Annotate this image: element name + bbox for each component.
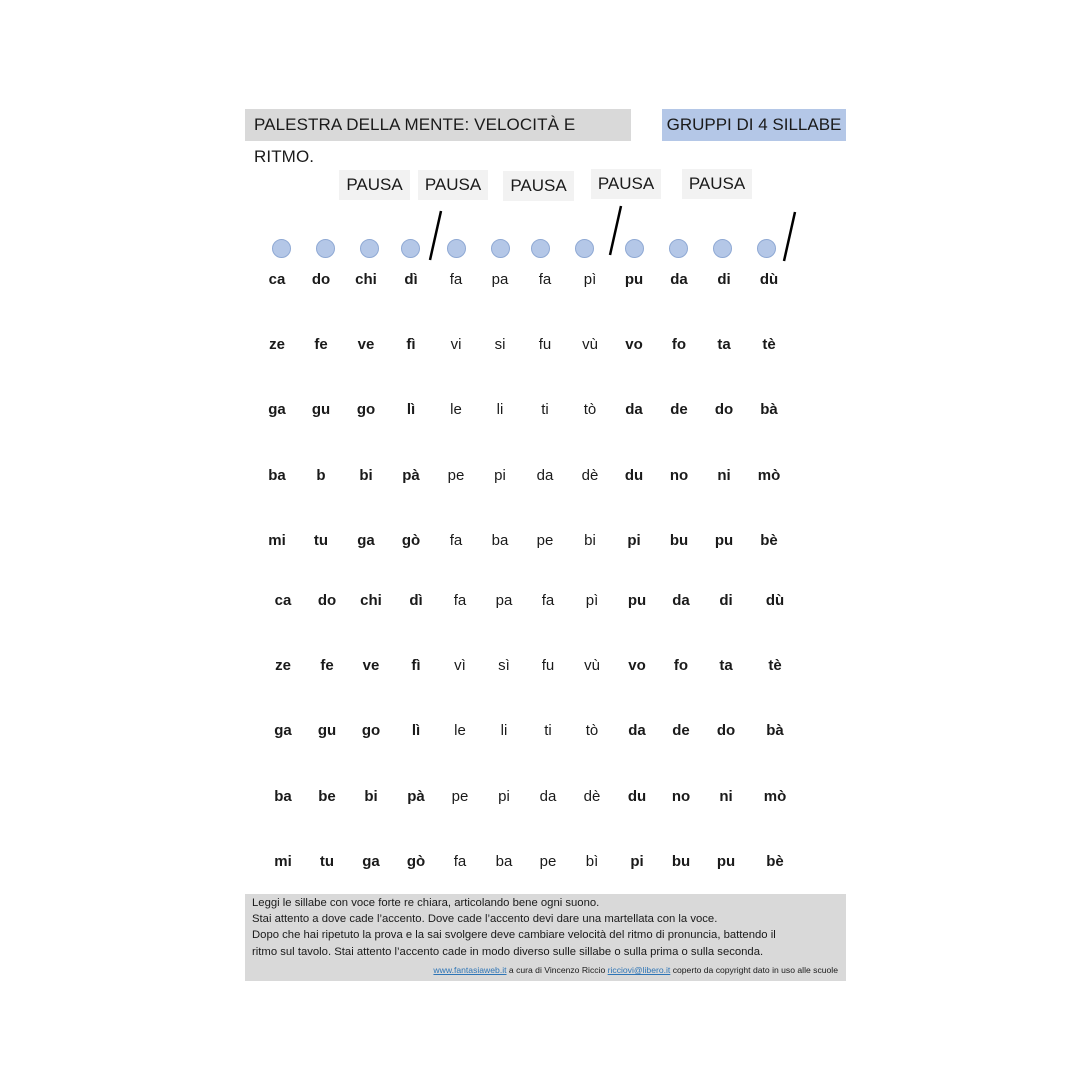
syllable: pu bbox=[716, 853, 736, 870]
pause-slash bbox=[784, 212, 795, 261]
syllable: vo bbox=[628, 657, 646, 674]
beat-dot bbox=[272, 239, 291, 258]
syllable: fa bbox=[453, 592, 467, 609]
syllable: vo bbox=[625, 336, 643, 353]
group-label: GRUPPI DI 4 SILLABE bbox=[662, 109, 846, 141]
syllable: mi bbox=[274, 853, 292, 870]
syllable: lì bbox=[406, 401, 416, 418]
syllable: bu bbox=[671, 853, 691, 870]
syllable: de bbox=[670, 401, 688, 418]
beat-dot bbox=[531, 239, 550, 258]
syllable: du bbox=[624, 467, 644, 484]
syllable: si bbox=[494, 336, 506, 353]
syllable: pi bbox=[498, 788, 510, 805]
syllable: da bbox=[539, 788, 557, 805]
instruction-line: Leggi le sillabe con voce forte re chiara, articolando bene ogni suono. bbox=[252, 897, 600, 909]
pause-label: PAUSA bbox=[503, 171, 574, 201]
syllable: ta bbox=[717, 336, 731, 353]
syllable: mò bbox=[763, 788, 787, 805]
beat-dot bbox=[316, 239, 335, 258]
syllable: no bbox=[671, 788, 691, 805]
syllable: bi bbox=[364, 788, 378, 805]
syllable: dù bbox=[765, 592, 785, 609]
syllable: bè bbox=[766, 853, 784, 870]
syllable: da bbox=[628, 722, 646, 739]
syllable: pe bbox=[536, 532, 554, 549]
syllable: pe bbox=[447, 467, 465, 484]
syllable: dè bbox=[581, 467, 599, 484]
syllable: le bbox=[450, 401, 462, 418]
syllable: chi bbox=[360, 592, 382, 609]
beat-dot bbox=[713, 239, 732, 258]
syllable: pì bbox=[585, 592, 599, 609]
syllable: tè bbox=[762, 336, 776, 353]
syllable: mi bbox=[268, 532, 286, 549]
beat-dot bbox=[360, 239, 379, 258]
syllable: gò bbox=[401, 532, 421, 549]
syllable: ta bbox=[719, 657, 733, 674]
syllable: pe bbox=[539, 853, 557, 870]
syllable: go bbox=[356, 401, 376, 418]
syllable: tu bbox=[313, 532, 329, 549]
syllable: do bbox=[716, 722, 736, 739]
instruction-line: ritmo sul tavolo. Stai attento l’accento cade in modo diverso sulle sillabe o sulla prima o sulla seconda. bbox=[252, 946, 764, 958]
beat-dot bbox=[625, 239, 644, 258]
syllable: li bbox=[500, 722, 508, 739]
syllable: tò bbox=[585, 722, 599, 739]
syllable: ba bbox=[491, 532, 509, 549]
syllable: da bbox=[670, 271, 688, 288]
syllable: gò bbox=[406, 853, 426, 870]
syllable: vù bbox=[582, 336, 598, 353]
syllable: ti bbox=[541, 401, 549, 418]
syllable: pà bbox=[402, 467, 420, 484]
pause-label: PAUSA bbox=[682, 169, 752, 199]
syllable: du bbox=[627, 788, 647, 805]
pause-label: PAUSA bbox=[339, 170, 410, 200]
pause-slash bbox=[610, 206, 621, 255]
instruction-line: Stai attento a dove cade l’accento. Dove cade l’accento devi dare una martellata con la voce. bbox=[252, 913, 718, 925]
syllable: ze bbox=[269, 336, 285, 353]
syllable: vù bbox=[584, 657, 600, 674]
syllable: chi bbox=[355, 271, 377, 288]
syllable: de bbox=[672, 722, 690, 739]
syllable: ze bbox=[275, 657, 291, 674]
instruction-line: Dopo che hai ripetuto la prova e la sai svolgere deve cambiare velocità del ritmo di pronuncia, battendo il bbox=[252, 929, 776, 941]
syllable: vì bbox=[454, 657, 466, 674]
syllable: ga bbox=[357, 532, 375, 549]
syllable: ni bbox=[717, 467, 731, 484]
syllable: no bbox=[669, 467, 689, 484]
syllable: pi bbox=[630, 853, 644, 870]
syllable: fu bbox=[538, 336, 552, 353]
syllable: ca bbox=[268, 271, 286, 288]
syllable: dè bbox=[583, 788, 601, 805]
syllable: pa bbox=[495, 592, 513, 609]
syllable: li bbox=[496, 401, 504, 418]
syllable: ba bbox=[274, 788, 292, 805]
syllable: di bbox=[719, 592, 733, 609]
syllable: ba bbox=[495, 853, 513, 870]
syllable: bà bbox=[766, 722, 784, 739]
credits-line bbox=[252, 965, 838, 975]
syllable: tu bbox=[319, 853, 335, 870]
syllable: pu bbox=[714, 532, 734, 549]
syllable: bà bbox=[760, 401, 778, 418]
syllable: da bbox=[536, 467, 554, 484]
syllable: bè bbox=[760, 532, 778, 549]
syllable: pa bbox=[491, 271, 509, 288]
syllable: mò bbox=[757, 467, 781, 484]
syllable: tò bbox=[583, 401, 597, 418]
syllable: fa bbox=[449, 271, 463, 288]
syllable: do bbox=[311, 271, 331, 288]
syllable: fa bbox=[453, 853, 467, 870]
syllable: tè bbox=[768, 657, 782, 674]
syllable: le bbox=[454, 722, 466, 739]
syllable: b bbox=[316, 467, 326, 484]
syllable: vi bbox=[450, 336, 462, 353]
pause-slash bbox=[430, 211, 441, 260]
syllable: sì bbox=[498, 657, 510, 674]
syllable: fì bbox=[406, 336, 416, 353]
syllable: pì bbox=[583, 271, 597, 288]
syllable: dì bbox=[409, 592, 423, 609]
syllable: ga bbox=[274, 722, 292, 739]
syllable: pu bbox=[627, 592, 647, 609]
email-link[interactable]: ricciovi@libero.it bbox=[607, 965, 671, 975]
pause-label: PAUSA bbox=[418, 170, 488, 200]
syllable: fa bbox=[541, 592, 555, 609]
syllable: ca bbox=[274, 592, 292, 609]
syllable: ni bbox=[719, 788, 733, 805]
syllable: do bbox=[714, 401, 734, 418]
syllable: go bbox=[361, 722, 381, 739]
syllable: dù bbox=[759, 271, 779, 288]
syllable: be bbox=[318, 788, 336, 805]
syllable: fa bbox=[449, 532, 463, 549]
syllable: ga bbox=[362, 853, 380, 870]
syllable: da bbox=[672, 592, 690, 609]
pause-label: PAUSA bbox=[591, 169, 661, 199]
syllable: fu bbox=[541, 657, 555, 674]
syllable: ti bbox=[544, 722, 552, 739]
syllable: bu bbox=[669, 532, 689, 549]
author-text: a cura di Vincenzo Riccio bbox=[506, 965, 608, 975]
syllable: fe bbox=[314, 336, 328, 353]
copyright-text: coperto da copyright dato in uso alle scuole bbox=[670, 965, 838, 975]
syllable: fo bbox=[671, 336, 687, 353]
syllable: di bbox=[717, 271, 731, 288]
syllable: pi bbox=[627, 532, 641, 549]
syllable: pe bbox=[451, 788, 469, 805]
syllable: pi bbox=[494, 467, 506, 484]
syllable: ga bbox=[268, 401, 286, 418]
syllable: do bbox=[317, 592, 337, 609]
page-title: PALESTRA DELLA MENTE: VELOCITÀ E RITMO. bbox=[245, 109, 631, 141]
syllable: gu bbox=[317, 722, 337, 739]
syllable: gu bbox=[311, 401, 331, 418]
beat-dot bbox=[669, 239, 688, 258]
beat-dot bbox=[575, 239, 594, 258]
syllable: ve bbox=[357, 336, 375, 353]
syllable: bi bbox=[359, 467, 373, 484]
syllable: lì bbox=[411, 722, 421, 739]
beat-dot bbox=[491, 239, 510, 258]
syllable: bi bbox=[584, 532, 596, 549]
syllable: fe bbox=[320, 657, 334, 674]
syllable: dì bbox=[404, 271, 418, 288]
syllable: pà bbox=[407, 788, 425, 805]
syllable: fo bbox=[673, 657, 689, 674]
beat-dot bbox=[401, 239, 420, 258]
syllable: da bbox=[625, 401, 643, 418]
syllable: bì bbox=[585, 853, 599, 870]
syllable: fì bbox=[411, 657, 421, 674]
syllable: ve bbox=[362, 657, 380, 674]
syllable: fa bbox=[538, 271, 552, 288]
beat-dot bbox=[757, 239, 776, 258]
syllable: pu bbox=[624, 271, 644, 288]
beat-dot bbox=[447, 239, 466, 258]
site-link[interactable]: www.fantasiaweb.it bbox=[433, 965, 507, 975]
syllable: ba bbox=[268, 467, 286, 484]
